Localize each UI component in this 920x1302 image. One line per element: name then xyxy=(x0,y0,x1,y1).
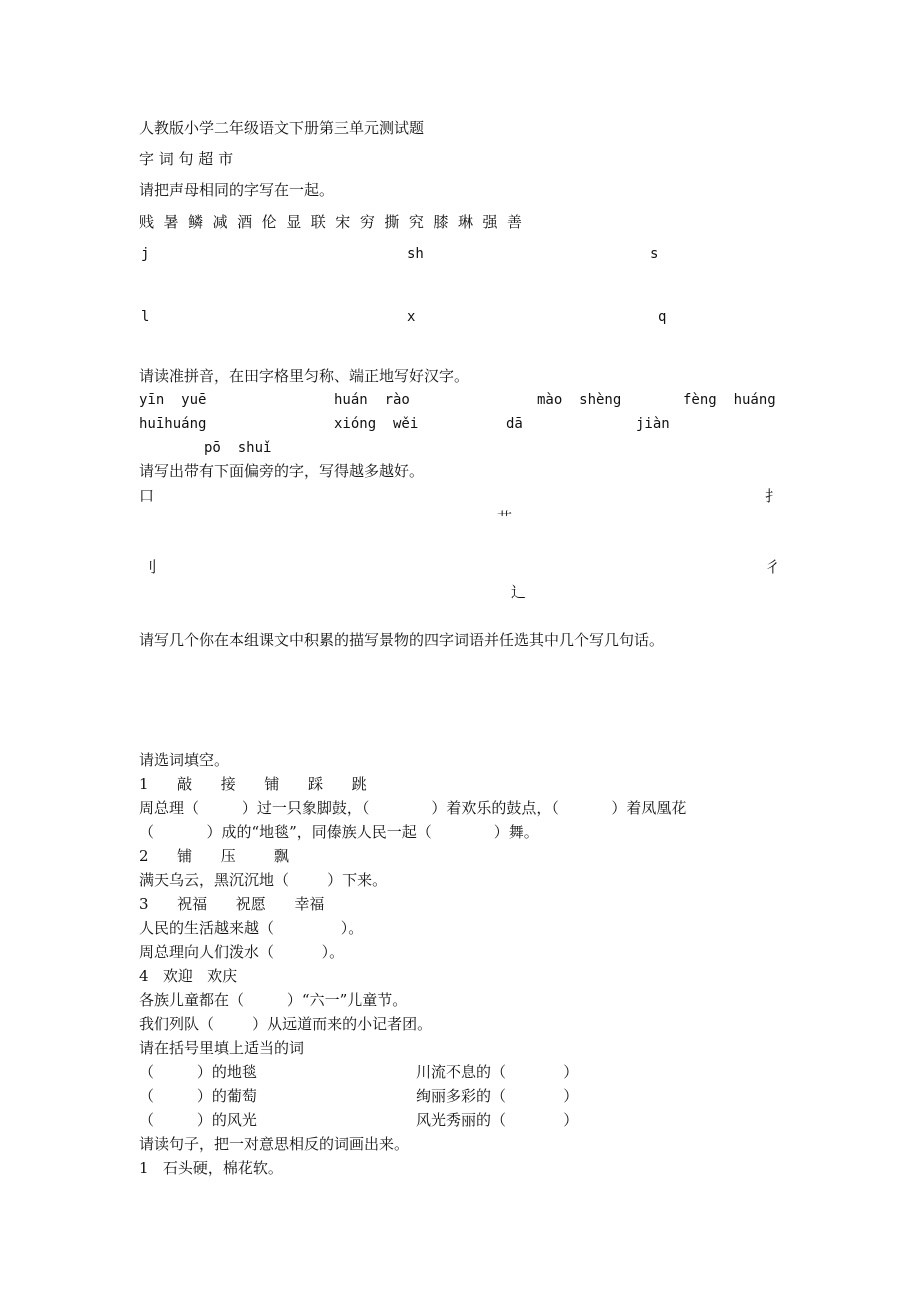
q6-row3-left: （ ）的风光 xyxy=(139,1111,257,1129)
pinyin-jian: jiàn xyxy=(636,416,670,432)
pinyin-xiong-wei: xióng wěi xyxy=(334,416,419,432)
radical-cao-tou: 艹 xyxy=(497,509,513,527)
initial-label-q: q xyxy=(658,309,667,325)
q1-character-list: 贱 暑 鳞 减 酒 伦 显 联 宋 穷 撕 究 膝 琳 强 善 xyxy=(139,213,523,231)
q6-row1-right: 川流不息的（ ） xyxy=(416,1063,579,1081)
pinyin-da: dā xyxy=(506,416,523,432)
q6-row2-left: （ ）的葡萄 xyxy=(139,1087,257,1105)
q5-group4-sentence1: 各族儿童都在（ ）“六一”儿童节。 xyxy=(139,991,408,1009)
q5-group1-words: 1 敲 接 铺 踩 跳 xyxy=(139,775,367,793)
initial-label-s: s xyxy=(650,246,659,262)
section-heading: 字 词 句 超 市 xyxy=(139,150,234,168)
q6-row3-right: 风光秀丽的（ ） xyxy=(416,1111,579,1129)
q5-group3-sentence1: 人民的生活越来越（ ）。 xyxy=(139,919,364,937)
q7-prompt: 请读句子，把一对意思相反的词画出来。 xyxy=(139,1135,410,1153)
q2-prompt: 请读准拼音，在田字格里匀称、端正地写好汉字。 xyxy=(139,367,470,385)
q5-group4-words: 4 欢迎 欢庆 xyxy=(139,967,238,985)
q6-row2-right: 绚丽多彩的（ ） xyxy=(416,1087,579,1105)
initial-label-j: j xyxy=(141,246,150,262)
q4-prompt: 请写几个你在本组课文中积累的描写景物的四字词语并任选其中几个写几句话。 xyxy=(139,631,665,649)
q5-group1-sentence2: （ ）成的“地毯”，同傣族人民一起（ ）舞。 xyxy=(139,823,539,841)
radical-ti-shou: 扌 xyxy=(765,487,781,505)
q1-prompt: 请把声母相同的字写在一起。 xyxy=(139,181,335,199)
q6-row1-left: （ ）的地毯 xyxy=(139,1063,257,1081)
initial-label-x: x xyxy=(407,309,416,325)
radical-li-dao: 刂 xyxy=(142,558,158,576)
q5-group2-sentence1: 满天乌云，黑沉沉地（ ）下来。 xyxy=(139,871,388,889)
radical-shuang-ren: 彳 xyxy=(765,558,781,576)
q5-group3-sentence2: 周总理向人们泼水（ ）。 xyxy=(139,943,345,961)
pinyin-feng-huang: fèng huáng xyxy=(683,392,776,408)
pinyin-yin-yue: yīn yuē xyxy=(139,392,207,408)
q5-group4-sentence2: 我们列队（ ）从远道而来的小记者团。 xyxy=(139,1015,433,1033)
radical-kou: 口 xyxy=(139,487,155,505)
q6-prompt: 请在括号里填上适当的词 xyxy=(139,1039,305,1057)
pinyin-po-shui: pō shuǐ xyxy=(204,440,272,456)
pinyin-huan-rao: huán rào xyxy=(334,392,410,408)
q5-group3-words: 3 祝福 祝愿 幸福 xyxy=(139,895,325,913)
q7-item1: 1 石头硬，棉花软。 xyxy=(139,1159,283,1177)
pinyin-mao-sheng: mào shèng xyxy=(537,392,622,408)
pinyin-huihuang: huīhuáng xyxy=(139,416,207,432)
q5-prompt: 请选词填空。 xyxy=(139,751,230,769)
q5-group1-sentence1: 周总理（ ）过一只象脚鼓，（ ）着欢乐的鼓点，（ ）着凤凰花 xyxy=(139,799,687,817)
q5-group2-words: 2 铺 压 飘 xyxy=(139,847,289,865)
initial-label-l: l xyxy=(141,309,150,325)
document-title: 人教版小学二年级语文下册第三单元测试题 xyxy=(139,119,425,137)
q3-prompt: 请写出带有下面偏旁的字，写得越多越好。 xyxy=(139,462,425,480)
initial-label-sh: sh xyxy=(407,246,424,262)
radical-zou-zhi: 辶 xyxy=(511,583,527,601)
